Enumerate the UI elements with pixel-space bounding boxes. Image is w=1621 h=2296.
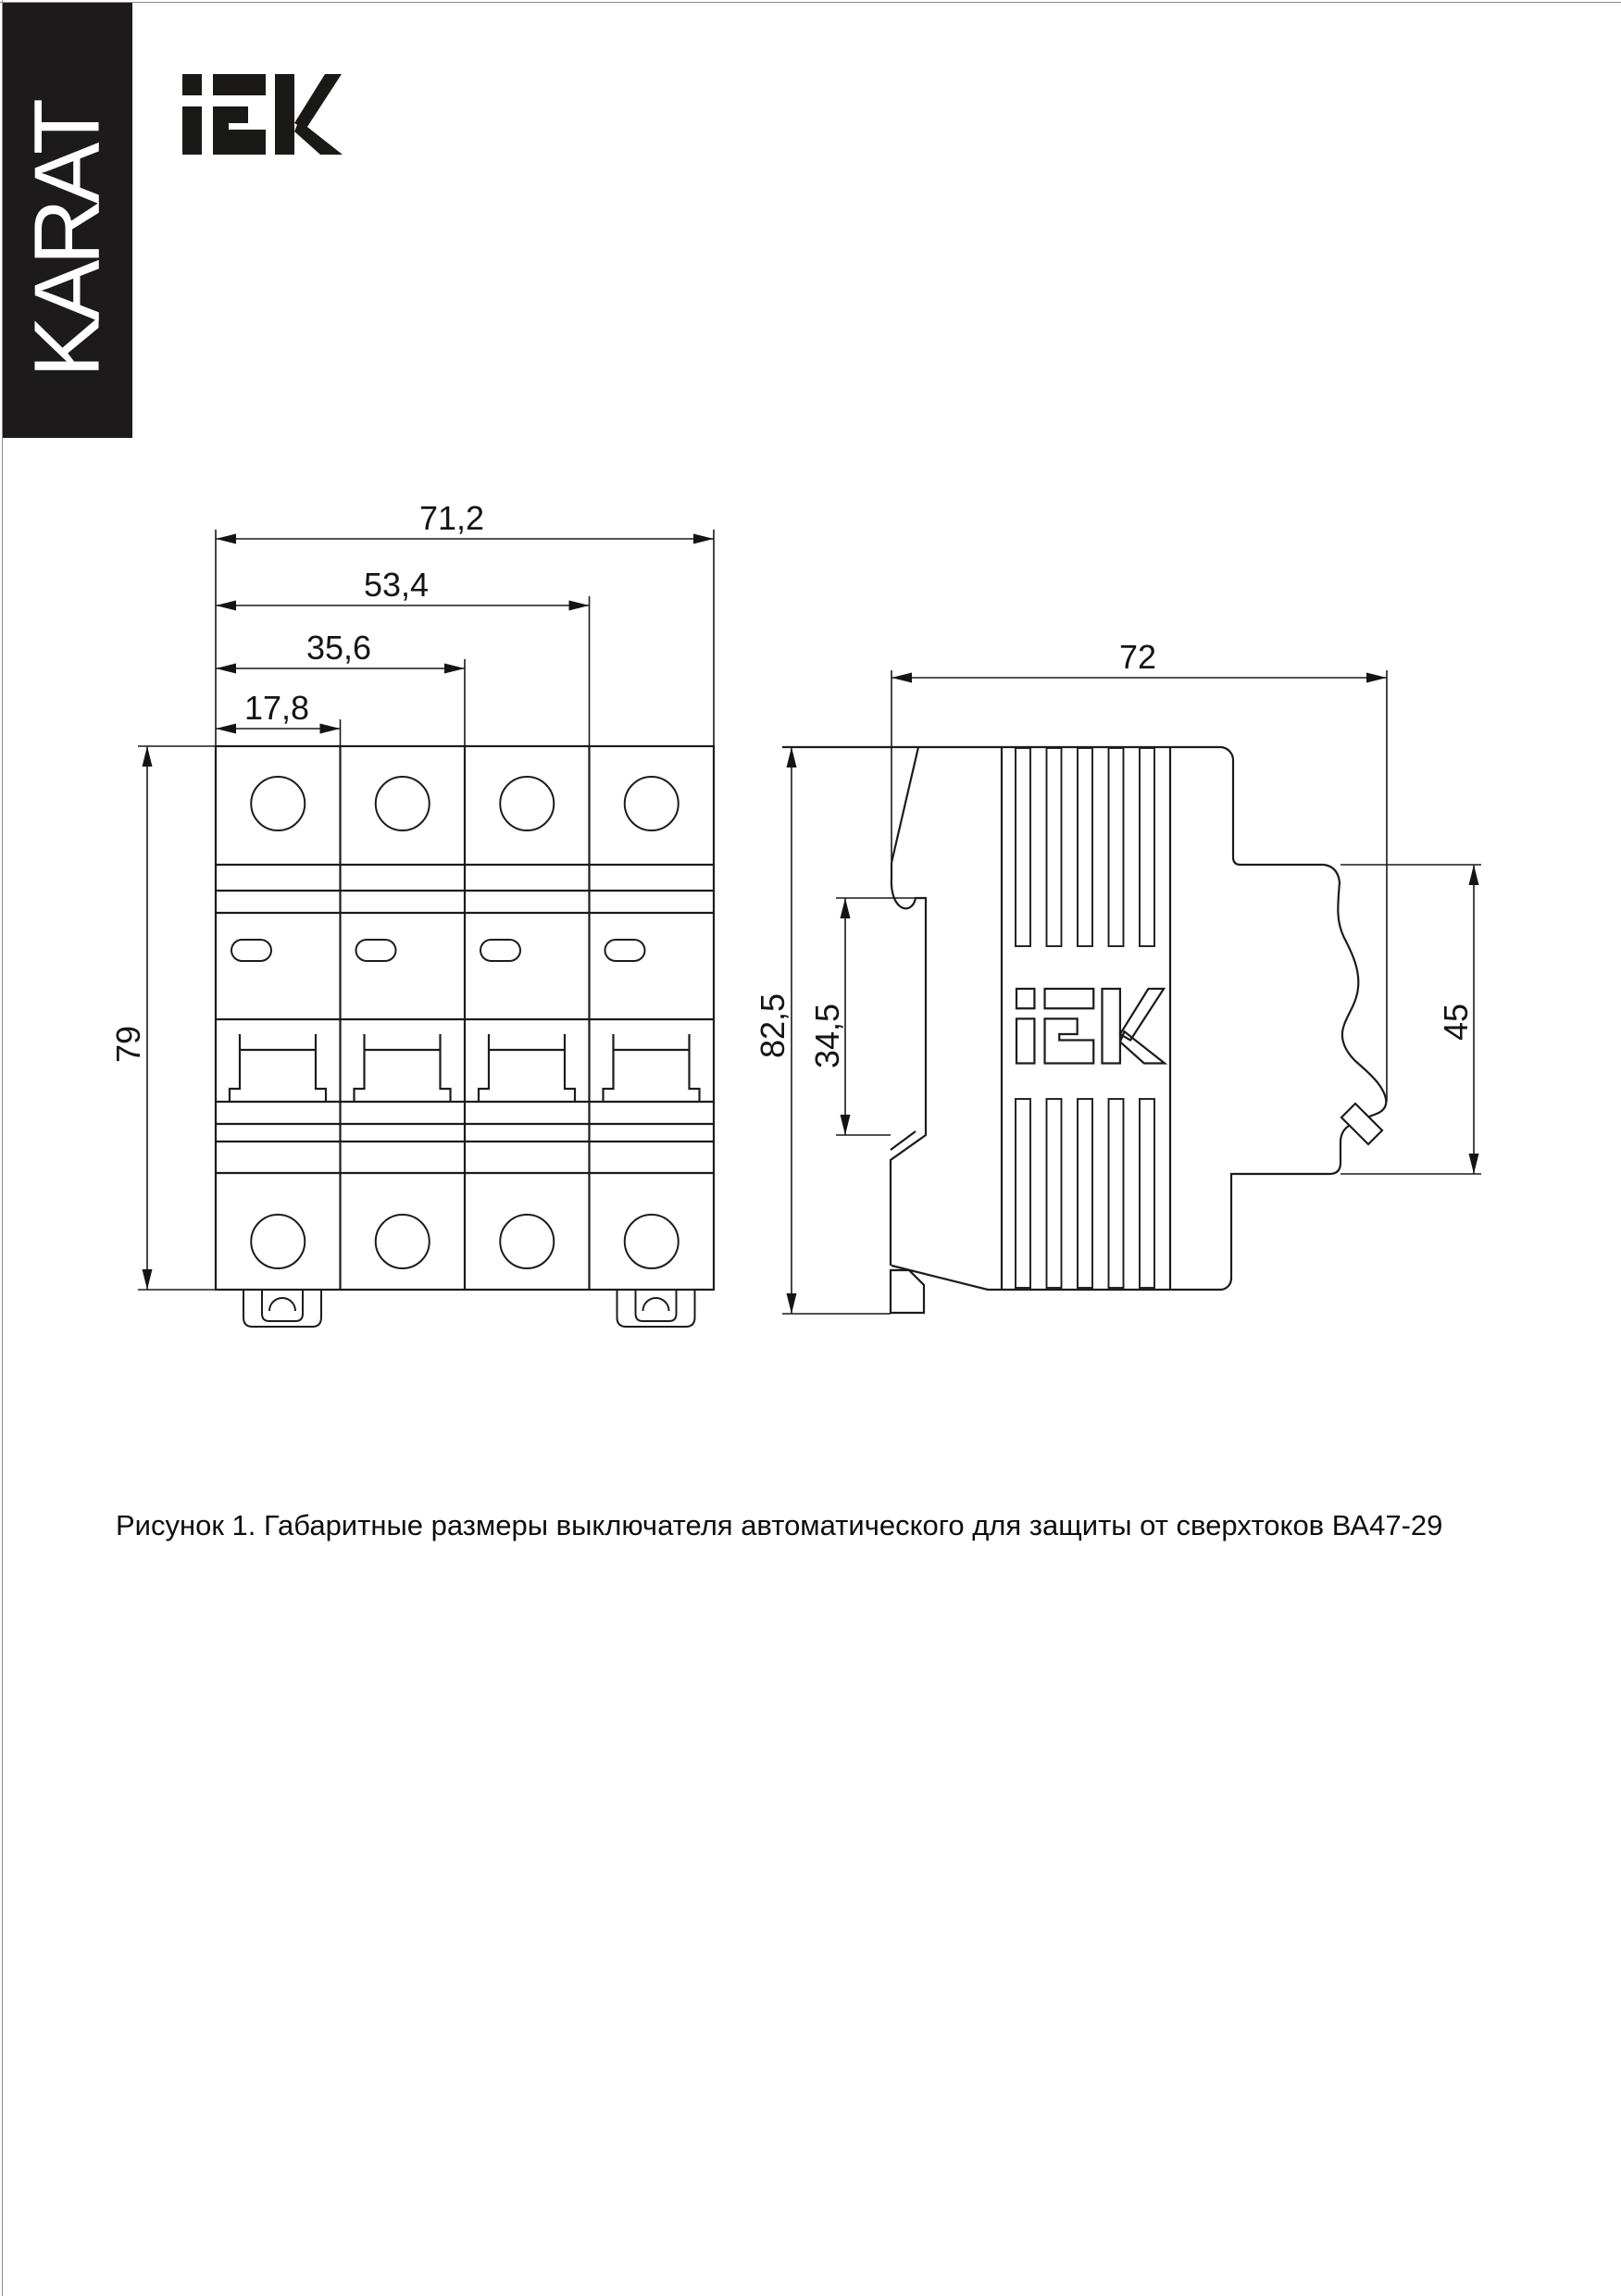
- din-hook-inner-line: [891, 1131, 916, 1150]
- toggle-lever: [1341, 1104, 1382, 1144]
- dim-label-front-height: 45: [1437, 1003, 1475, 1042]
- side-view: [782, 747, 1386, 1313]
- module-dividers: [341, 746, 590, 1290]
- upper-vent-slots: [1016, 748, 1154, 946]
- dim-label-height-total: 82,5: [754, 992, 792, 1059]
- dim-label-width-1: 17,8: [243, 689, 310, 727]
- din-clips-front: [243, 1290, 695, 1327]
- iek-logo-embossed: [1016, 989, 1165, 1063]
- dim-label-din-channel: 34,5: [808, 1003, 846, 1069]
- lower-vent-slots: [1016, 1099, 1154, 1288]
- dim-label-width-2: 35,6: [305, 629, 372, 667]
- din-clip-foot: [891, 1270, 924, 1313]
- side-top-outline: [782, 747, 1324, 865]
- side-back-profile: [891, 747, 926, 1266]
- dim-label-width-3: 53,4: [363, 566, 430, 604]
- dim-label-width-total: 71,2: [418, 499, 485, 537]
- dim-label-depth: 72: [1118, 638, 1157, 676]
- karat-brand-label: KARAT: [15, 104, 119, 378]
- figure-caption: Рисунок 1. Габаритные размеры выключателя автоматического для защиты от сверхтоков ВА47-29: [116, 1509, 1443, 1541]
- iek-logo: [182, 74, 343, 155]
- marking-windows: [231, 940, 645, 961]
- front-view: [216, 746, 714, 1327]
- dim-label-height: 79: [109, 1025, 147, 1064]
